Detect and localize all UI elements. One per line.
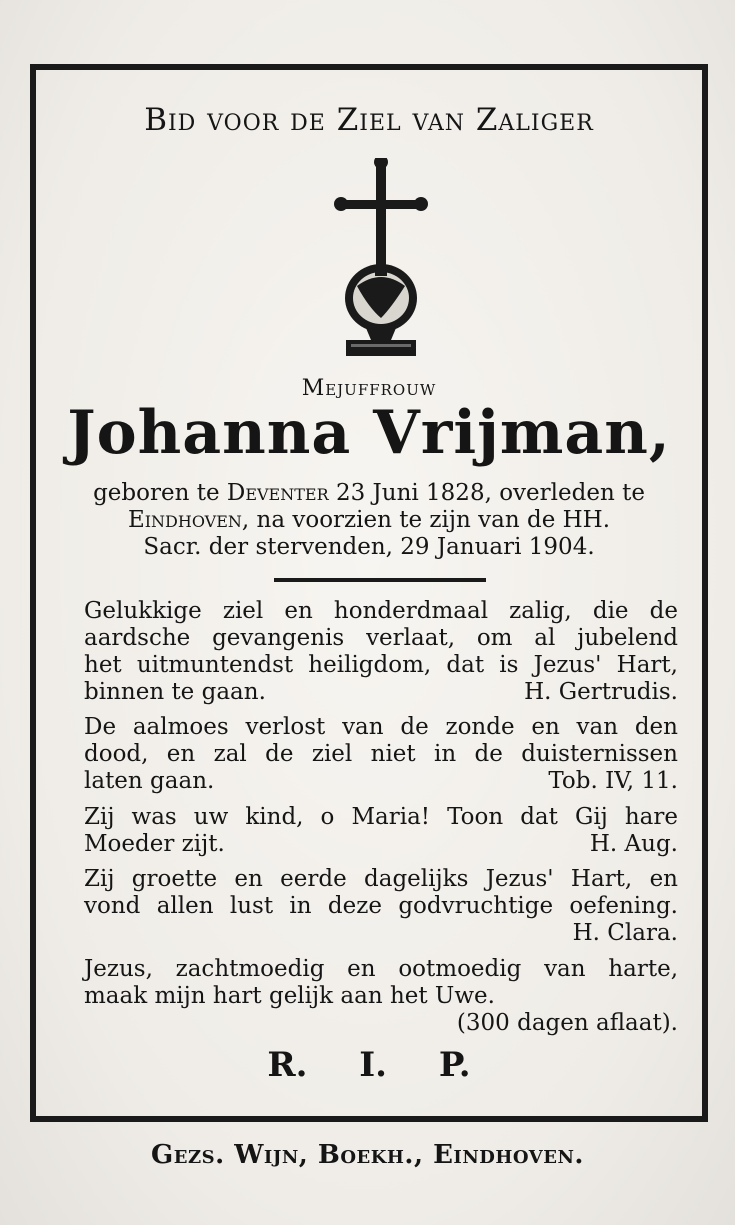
cross-on-globe-icon	[331, 158, 431, 363]
printer-credit: Gezs. Wijn, Boekh., Eindhoven.	[151, 1140, 584, 1170]
quote-gertrudis	[84, 598, 678, 706]
quote-attribution: Tob. IV, 11.	[548, 768, 678, 794]
quote-line: vond allen lust in deze godvruchtige oefening.	[84, 893, 678, 919]
prayer-indulgence	[84, 956, 678, 1037]
quote-line: dood, en zal de ziel niet in de duisternissen	[84, 741, 678, 767]
quote-last-line: laten gaan. Tob. IV, 11.	[84, 768, 678, 794]
divider	[274, 578, 486, 582]
bio-line-2: Eindhoven, na voorzien te zijn van de HH.	[127, 507, 611, 533]
quote-line: Zij was uw kind, o Maria! Toon dat Gij hare	[84, 804, 678, 830]
quote-line: Jezus, zachtmoedig en ootmoedig van harte,	[84, 956, 678, 982]
indulgence-note: (300 dagen aflaat).	[456, 1010, 678, 1036]
quote-attribution: H. Gertrudis.	[524, 679, 678, 705]
card-heading: Bid voor de Ziel van Zaliger	[144, 102, 594, 138]
quote-line: De aalmoes verlost van de zonde en van den	[84, 714, 678, 740]
bio-line-1: geboren te Deventer 23 Juni 1828, overleden te	[93, 480, 645, 506]
quote-line: Gelukkige ziel en honderdmaal zalig, die de	[84, 598, 678, 624]
quote-line: aardsche gevangenis verlaat, om al jubelend	[84, 625, 678, 651]
honorific: Mejuffrouw	[301, 376, 437, 401]
bio-line-3: Sacr. der stervenden, 29 Januari 1904.	[143, 534, 595, 560]
quote-last-line: Moeder zijt. H. Aug.	[84, 831, 678, 857]
quote-augustine	[84, 804, 678, 858]
quote-last-line: binnen te gaan. H. Gertrudis.	[84, 679, 678, 705]
quote-clara	[84, 866, 678, 947]
quote-line: maak mijn hart gelijk aan het Uwe.	[84, 983, 495, 1009]
quote-line: het uitmuntendst heiligdom, dat is Jezus' Hart,	[84, 652, 678, 678]
birth-city: Deventer	[226, 480, 329, 506]
quote-line: Zij groette en eerde dagelijks Jezus' Hart, en	[84, 866, 678, 892]
deceased-name: Johanna Vrijman,	[67, 398, 671, 468]
quote-tobit	[84, 714, 678, 795]
quote-attribution: H. Aug.	[589, 831, 678, 857]
biography	[36, 480, 702, 561]
card-frame	[30, 64, 708, 1122]
rip-text: R. I. P.	[267, 1045, 471, 1085]
death-city: Eindhoven,	[127, 507, 250, 533]
quote-attribution: H. Clara.	[572, 920, 678, 946]
